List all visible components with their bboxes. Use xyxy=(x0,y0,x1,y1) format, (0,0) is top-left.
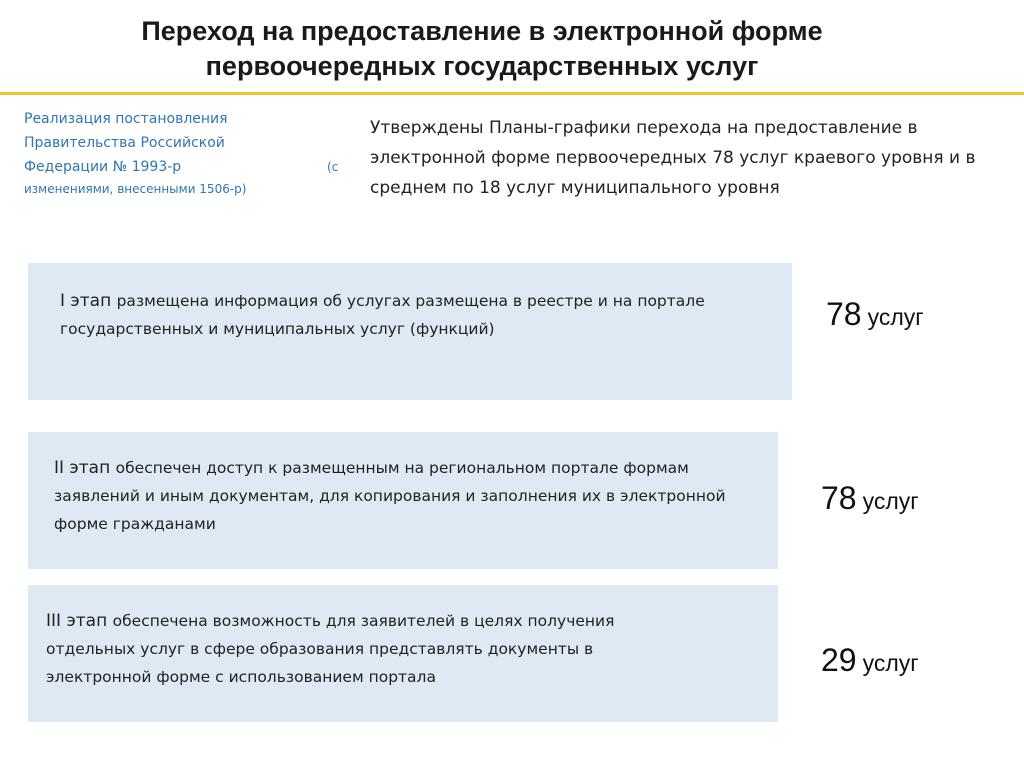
stage-3-label: III этап xyxy=(46,611,113,631)
stage-3-box xyxy=(28,585,778,722)
title-divider xyxy=(0,92,1024,95)
stage-1-label: I этап xyxy=(60,291,117,311)
approved-plans-text: Утверждены Планы-графики перехода на предоставление в электронной форме первоочередных 78 услуг краевого уровня и в среднем по 18 услуг муниципального уровня xyxy=(370,118,976,198)
stage-3-description: обеспечена возможность для заявителей в целях получения отдельных услуг в сфере образования представлять документы в электронной форме с использованием портала xyxy=(46,612,615,686)
stage-3-count xyxy=(821,642,919,679)
stage-1-description: размещена информация об услугах размещена в реестре и на портале государственных и муниципальных услуг (функций) xyxy=(60,292,705,338)
slide-title xyxy=(0,14,964,84)
stage-1-box xyxy=(28,263,792,400)
stage-2-count-number: 78 xyxy=(821,480,857,516)
decree-line-3: Федерации № 1993-р xyxy=(24,159,182,175)
stage-1-count xyxy=(826,296,924,333)
decree-note: изменениями, внесенными 1506-р) xyxy=(24,182,247,196)
stage-1-text-block xyxy=(60,287,770,343)
stage-2-description: обеспечен доступ к размещенным на региональном портале формам заявлений и иным документам, для копирования и заполнения их в электронной форме гражданами xyxy=(54,459,726,533)
stage-2-text-block xyxy=(54,454,764,538)
stage-2-count xyxy=(821,480,919,517)
decree-line-3-wrap xyxy=(24,155,344,179)
decree-line-2: Правительства Российской xyxy=(24,135,225,151)
decree-line-1: Реализация постановления xyxy=(24,111,228,127)
stage-2-count-unit: услуг xyxy=(862,488,919,514)
stage-2-box xyxy=(28,432,778,569)
stage-3-count-number: 29 xyxy=(821,642,857,678)
decree-note-open: (с xyxy=(327,160,339,174)
stage-3-text-block xyxy=(46,607,686,691)
stage-1-count-unit: услуг xyxy=(867,304,924,330)
title-line-1: Переход на предоставление в электронной форме xyxy=(141,16,823,46)
stage-3-count-unit: услуг xyxy=(862,650,919,676)
title-line-2: первоочередных государственных услуг xyxy=(205,51,759,81)
stage-2-label: II этап xyxy=(54,458,116,478)
stage-1-count-number: 78 xyxy=(826,296,862,332)
decree-reference xyxy=(24,107,344,201)
